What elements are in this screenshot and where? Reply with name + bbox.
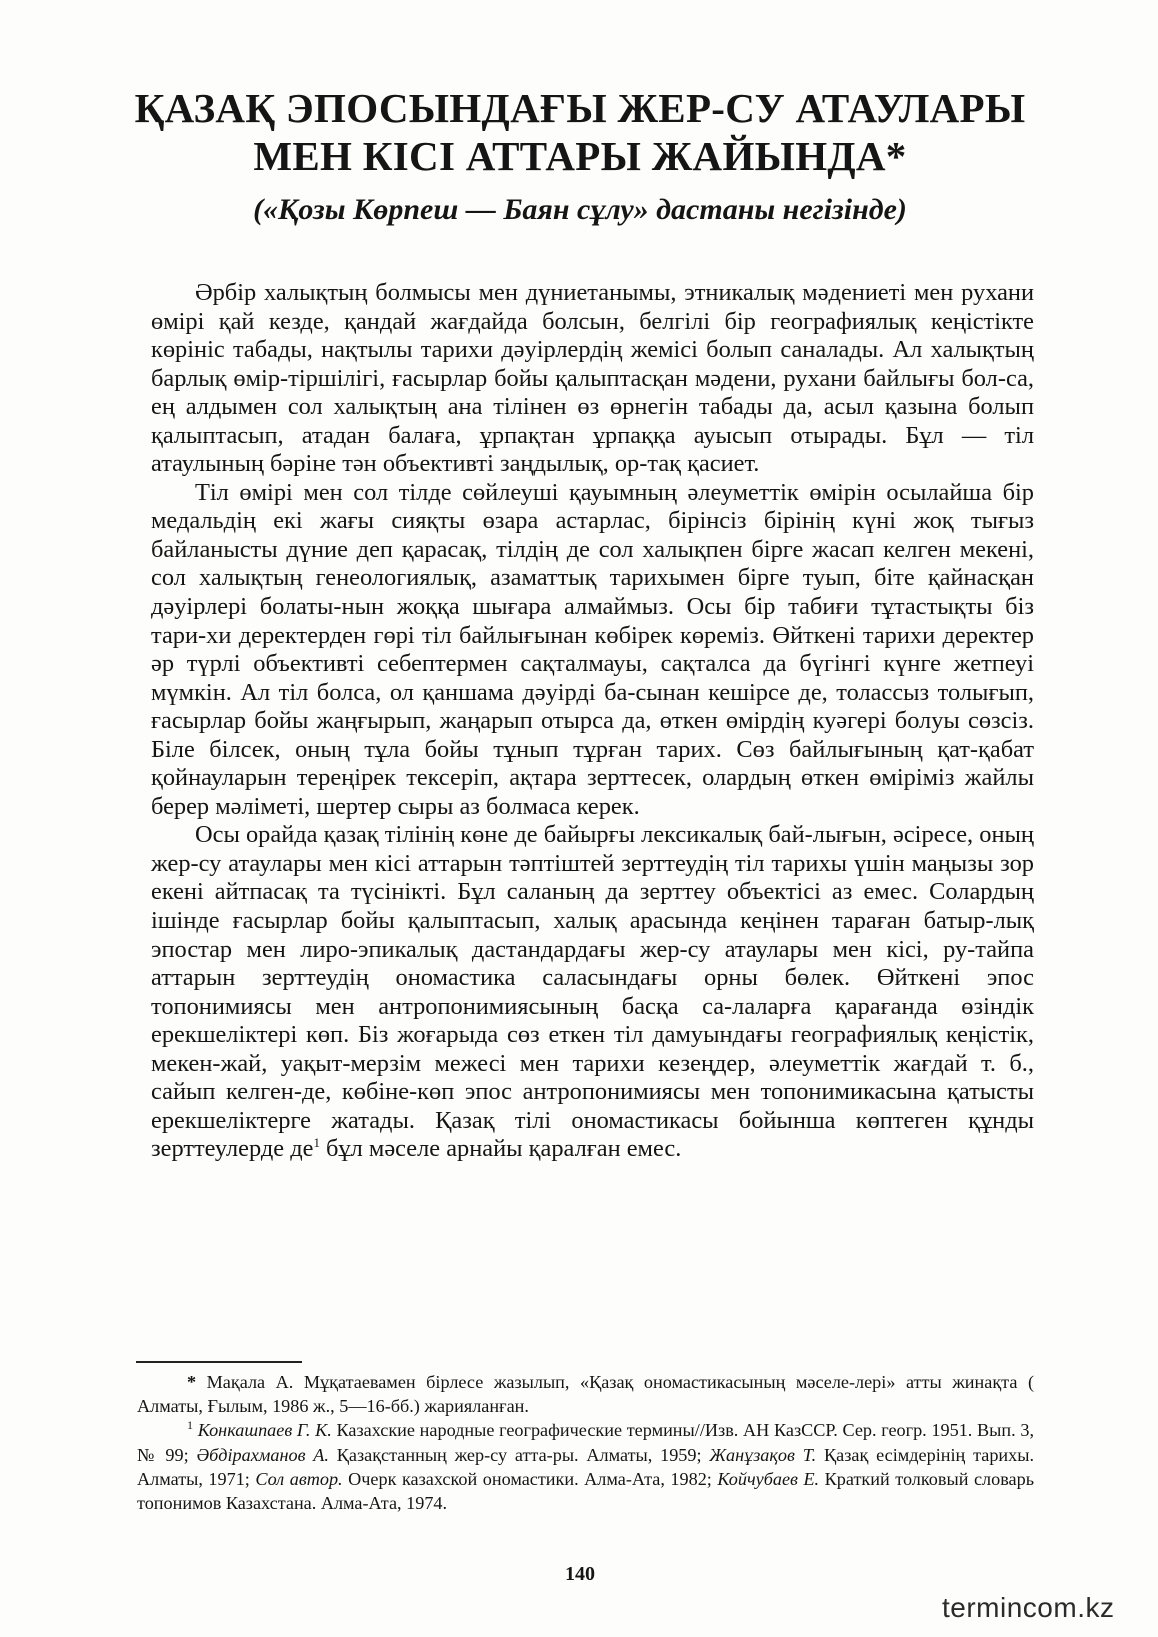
- footnote-ref-text: Очерк казахской ономастики. Алма-Ата, 1982;: [342, 1468, 718, 1489]
- article-body: [151, 279, 1034, 1164]
- footnote-divider: [136, 1361, 302, 1363]
- footnote-author: Конкашпаев Г. К.: [197, 1420, 332, 1441]
- footnote-author: Жанұзақов Т.: [709, 1444, 817, 1465]
- footnote-ref-text: Казахские народные географические термины//Изв. АН КазССР. Сер. геогр. 1951. Вып. 3, № 99;: [137, 1420, 1035, 1465]
- paragraph-3: [151, 821, 1034, 1164]
- footnote-author: Сол автор.: [255, 1468, 343, 1489]
- footnote-author: Койчубаев Е.: [717, 1468, 820, 1489]
- footnote-ref-text: Қазақстанның жер-су атта-ры. Алматы, 1959;: [328, 1444, 710, 1465]
- footnote-star: [137, 1370, 1034, 1418]
- title-line-2: МЕН КІСІ АТТАРЫ ЖАЙЫНДА*: [253, 133, 907, 179]
- footnote-star-mark: *: [187, 1372, 197, 1392]
- footnote-ref-text: Қазақ есімдерінің тарихы. Алматы, 1971;: [137, 1444, 1035, 1489]
- paragraph-3-text: Осы орайда қазақ тілінің көне де байырғы лексикалық бай-лығын, әсіресе, оның жер-су атаулары мен кісі аттарын тәптіштей зерттеудің тіл тарихы үшін маңызы зор екені айтпасақ та түсінікті. Бұл саланың да зерттеу объектісі аз емес. Солардың ішінде ғасырлар бойы қалыптасып, халық арасында кеңінен тараған батыр-лық эпостар мен лиро-эпикалық дастандардағы жер-су атаулары мен кісі, ру-тайпа аттарын зерттеудің ономастика саласындағы орны бөлек. Өйткені эпос топонимиясы мен антропонимиясының басқа са-лаларға қарағанда өзіндік ерекшеліктері көп. Біз жоғарыда сөз еткен тіл дамуындағы географиялық кеңістік, мекен-жай, уақыт-мерзім межесі мен тарихи кезеңдер, әлеуметтік жағдай т. б., сайып келген-де, көбіне-көп эпос антропонимиясы мен топонимикасына қатысты ерекшеліктерге жатады. Қазақ тілі ономастикасы бойынша көптеген құнды зерттеулерде де: [151, 821, 1034, 1163]
- paragraph-1: Әрбір халықтың болмысы мен дүниетанымы, этникалық мәдениеті мен рухани өмірі қай кезде, қандай жағдайда болсын, белгілі бір географиялық кеңістікте көрініс табады, нақтылы тарихи дәуірлердің жемісі болып саналады. Ал халықтың барлық өмір-тіршілігі, ғасырлар бойы қалыптасқан мәдени, рухани байлығы бол-са, ең алдымен сол халықтың ана тілінен өз өрнегін табады да, асыл қазына болып қалыптасып, атадан балаға, ұрпақтан ұрпаққа ауысып отырады. Бұл — тіл атаулының бәріне тән объективті заңдылық, ор-тақ қасиет.: [151, 279, 1034, 478]
- footnote-1-mark: 1: [187, 1418, 193, 1433]
- footnote-ref-1: 1: [313, 1135, 320, 1151]
- footnote-star-text: Мақала А. Мұқатаевамен бірлесе жазылып, «Қазақ ономастикасының мәселе-лері» атты жинақта ( Алматы, Ғылым, 1986 ж., 5—16-бб.) жарияланған.: [137, 1372, 1034, 1417]
- paragraph-2: Тіл өмірі мен сол тілде сөйлеуші қауымның әлеуметтік өмірін осылайша бір медальдің екі жағы сияқты өзара астарлас, бірінсіз бірінің күні жоқ тығыз байланысты дүние деп қарасақ, тілдің де сол халықпен бірге жасап келген мекені, сол халықтың генеологиялық, азаматтық тарихымен бірге туып, біте қайнасқан дәуірлері болаты-нын жоққа шығара алмаймыз. Осы бір табиғи тұтастықты біз тари-хи деректерден гөрі тіл байлығынан көбірек көреміз. Өйткені тарихи деректер әр түрлі объективті себептермен сақталмауы, сақталса да бүгінгі күнге жетпеуі мүмкін. Ал тіл болса, ол қаншама дәуірді ба-сынан кешірсе де, толассыз толығып, ғасырлар бойы жаңғырып, жаңарып отырса да, өткен өмірдің куәгері болуы сөзсіз. Біле білсек, оның тұла бойы тұнып тұрған тарих. Сөз байлығының қат-қабат қойнауларын тереңірек тексеріп, ақтара зерттесек, олардың өткен өміріміз жайлы берер мәліметі, шертер сыры аз болмаса керек.: [151, 478, 1034, 820]
- footnote-author: Әбдірахманов А.: [196, 1444, 329, 1465]
- title-line-1: ҚАЗАҚ ЭПОСЫНДАҒЫ ЖЕР-СУ АТАУЛАРЫ: [134, 85, 1026, 131]
- article-title: [100, 84, 1060, 180]
- footnote-1: [137, 1418, 1034, 1515]
- watermark-logo: termincom.kz: [942, 1592, 1115, 1623]
- article-subtitle: («Қозы Көрпеш — Баян сұлу» дастаны негізінде): [253, 193, 907, 226]
- footnotes: [137, 1370, 1034, 1515]
- page-number: 140: [565, 1563, 595, 1585]
- footnote-ref-text: Краткий толковый словарь топонимов Казахстана. Алма-Ата, 1974.: [137, 1468, 1034, 1514]
- paragraph-3-end: бұл мәселе арнайы қаралған емес.: [326, 1135, 682, 1163]
